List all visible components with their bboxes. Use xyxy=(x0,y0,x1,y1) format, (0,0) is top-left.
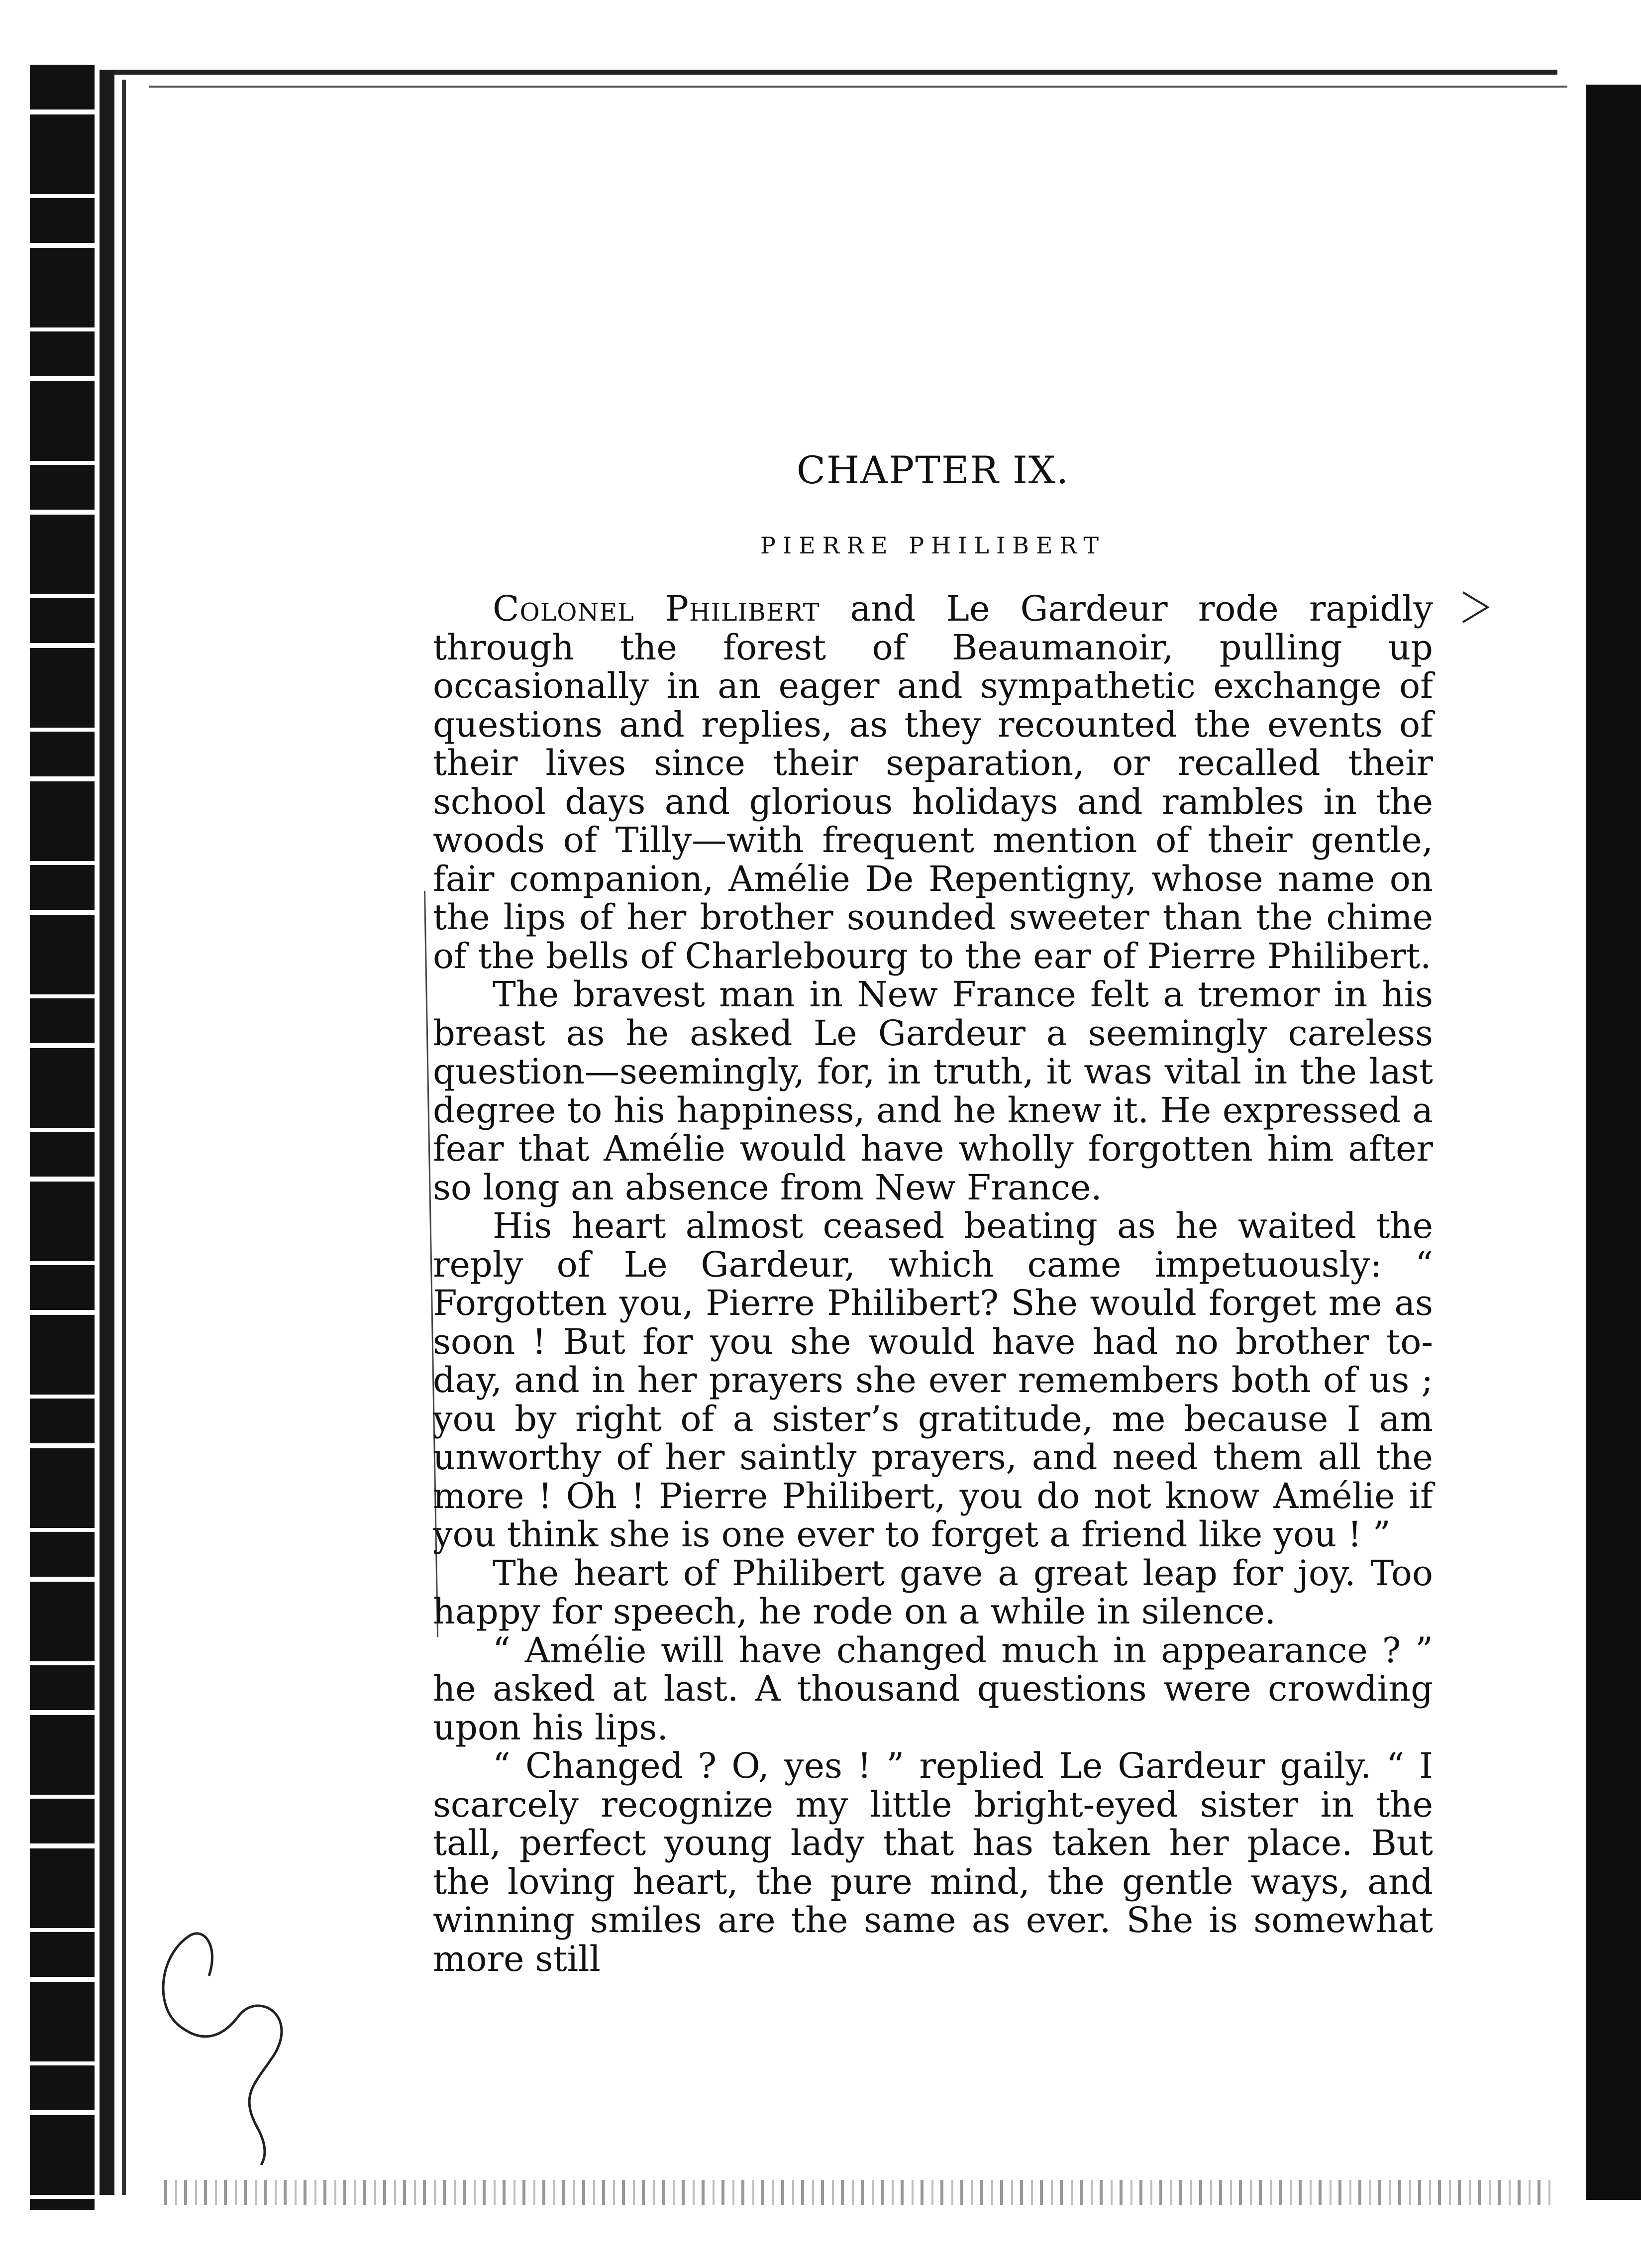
scan-border-right xyxy=(1586,85,1641,2200)
paragraph-5: “ Amélie will have changed much in appearance ? ” he asked at last. A thousand questions were crowding upon his lips. xyxy=(433,1629,1433,1748)
paragraph-3: His heart almost ceased beating as he waited the reply of Le Gardeur, which came impetuously: “ Forgotten you, Pierre Philibert? She would forget me as soon ! But for you she would have had no brother to-day, and in her prayers she ever remembers both of us ; you by right of a sister’s gratitude, me because I am unworthy of her saintly prayers, and need them all the more ! Oh ! Pierre Philibert, you do not know Amélie if you think she is one ever to forget a friend like you ! ” xyxy=(433,1205,1433,1555)
scan-border-left-inner xyxy=(100,70,114,2195)
scan-border-top-thin xyxy=(149,86,1567,88)
margin-scribble xyxy=(149,1916,328,2165)
chapter-heading: CHAPTER IX. xyxy=(796,448,1070,492)
paragraph-2: The bravest man in New France felt a tremor in his breast as he asked Le Gardeur a seemingly careless question—seemingly, for, in truth, it was vital in the last degree to his happiness, and he knew it. He expressed a fear that Amélie would have wholly forgotten him after so long an absence from New France. xyxy=(433,974,1433,1208)
paragraph-lead: Colonel Philibert xyxy=(493,588,820,629)
chapter-subtitle: PIERRE PHILIBERT xyxy=(760,532,1106,559)
paragraph-4: The heart of Philibert gave a great leap for joy. Too happy for speech, he rode on a while in silence. xyxy=(433,1552,1433,1632)
page-body xyxy=(433,448,1433,1978)
paragraph-1 xyxy=(433,590,1433,975)
scan-border-top xyxy=(114,70,1557,75)
margin-mark-right xyxy=(1453,587,1498,632)
paragraph-text: and Le Gardeur rode rapidly through the forest of Beaumanoir, pulling up occasionally in an eager and sympathetic exchange of questions and replies, as they recounted the events of their lives since their separation, or recalled their school days and glorious holidays and rambles in the woods of Tilly—with frequent mention of their gentle, fair companion, Amélie De Repentigny, whose name on the lips of her brother sounded sweeter than the chime of the bells of Charlebourg to the ear of Pierre Philibert. xyxy=(433,588,1433,976)
scan-noise-bottom xyxy=(164,2180,1557,2205)
scan-border-left xyxy=(30,65,95,2210)
scan-border-left-thin xyxy=(122,80,126,2195)
paragraph-6: “ Changed ? O, yes ! ” replied Le Gardeur gaily. “ I scarcely recognize my little bright-eyed sister in the tall, perfect young lady that has taken her place. But the loving heart, the pure mind, the gentle ways, and winning smiles are the same as ever. She is somewhat more still xyxy=(433,1745,1433,1979)
